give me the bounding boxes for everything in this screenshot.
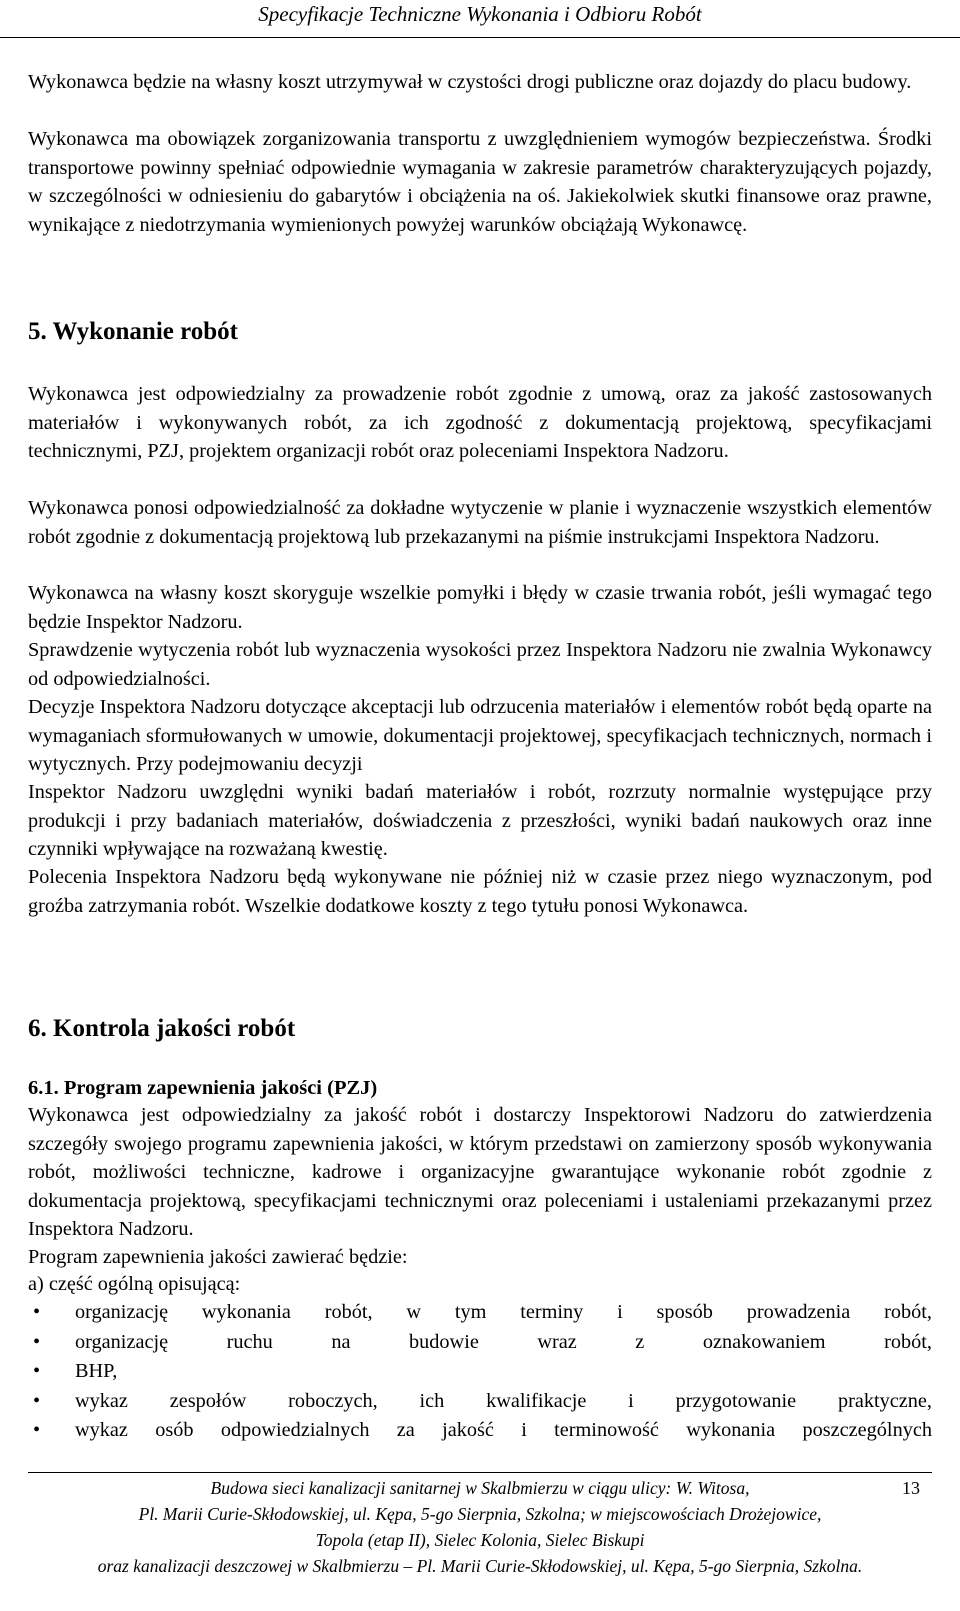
- bullet-icon: •: [33, 1360, 41, 1383]
- section-5-paragraph-4: Sprawdzenie wytyczenia robót lub wyznaczenia wysokości przez Inspektora Nadzoru nie zwalnia Wykonawcy od odpowiedzialności.: [28, 639, 932, 690]
- bullet-icon: •: [33, 1330, 41, 1353]
- section-5-heading: 5. Wykonanie robót: [28, 318, 238, 345]
- bullet-icon: •: [33, 1301, 41, 1323]
- list-item: • BHP,: [28, 1357, 932, 1387]
- page-header: [0, 0, 960, 32]
- section-5-paragraph-6: Inspektor Nadzoru uwzględni wyniki badań materiałów i robót, rozrzuty normalnie występujące przy produkcji i przy badaniach materiałów, doświadczenia z przeszłości, wyniki badań naukowych oraz inne czynniki wpływające na rozważaną kwestię.: [28, 781, 932, 860]
- list-item: • organizację ruchu na budowie wraz z oznakowaniem robót,: [28, 1328, 932, 1358]
- bullet-icon: •: [33, 1419, 41, 1442]
- header-title: Specyfikacje Techniczne Wykonania i Odbioru Robót: [258, 2, 702, 26]
- page-number: 13: [902, 1478, 920, 1498]
- section-6-paragraph-1: Wykonawca jest odpowiedzialny za jakość robót i dostarczy Inspektorowi Nadzoru do zatwierdzenia szczegóły swojego programu zapewnienia jakości, w którym przedstawi on zamierzony sposób wykonywania robót, możliwości techniczne, kadrowe i organizacyjne gwarantujące wykonanie robót zgodnie z dokumentacja projektową, specyfikacjami technicznymi oraz poleceniami i ustaleniami przekazanymi przez Inspektora Nadzoru.: [28, 1104, 932, 1240]
- footer-line-1: Budowa sieci kanalizacji sanitarnej w Skalbmierzu w ciągu ulicy: W. Witosa,: [210, 1478, 750, 1498]
- section-5-paragraph-7: Polecenia Inspektora Nadzoru będą wykonywane nie później niż w czasie przez niego wyznaczonym, pod groźba zatrzymania robót. Wszelkie dodatkowe koszty z tego tytułu ponosi Wykonawca.: [28, 866, 932, 917]
- bullet-list: [28, 1298, 932, 1446]
- section-6-paragraph-3: a) część ogólną opisującą:: [28, 1273, 241, 1295]
- header-divider: [0, 37, 960, 38]
- section-6-paragraph-2: Program zapewnienia jakości zawierać będzie:: [28, 1246, 408, 1268]
- list-item: • organizację wykonania robót, w tym terminy i sposób prowadzenia robót,: [28, 1298, 932, 1328]
- list-item: • wykaz zespołów roboczych, ich kwalifikacje i przygotowanie praktyczne,: [28, 1387, 932, 1417]
- footer-divider: [28, 1472, 932, 1473]
- section-5-paragraph-3: Wykonawca na własny koszt skoryguje wszelkie pomyłki i błędy w czasie trwania robót, jeśli wymagać tego będzie Inspektor Nadzoru.: [28, 582, 932, 633]
- footer-line-2: Pl. Marii Curie-Skłodowskiej, ul. Kępa, 5-go Sierpnia, Szkolna; w miejscowościach Drożejowice,: [138, 1504, 822, 1524]
- footer-line-3: Topola (etap II), Sielec Kolonia, Sielec Biskupi: [315, 1530, 645, 1550]
- section-5-paragraph-1: Wykonawca jest odpowiedzialny za prowadzenie robót zgodnie z umową, oraz za jakość zastosowanych materiałów i wykonywanych robót, za ich zgodność z dokumentacją projektową, specyfikacjami technicznymi, PZJ, projektem organizacji robót oraz poleceniami Inspektora Nadzoru.: [28, 383, 932, 462]
- intro-paragraph-2: Wykonawca ma obowiązek zorganizowania transportu z uwzględnieniem wymogów bezpieczeństwa. Środki transportowe powinny spełniać odpowiednie wymagania w zakresie parametrów charakteryzujących pojazdy, w szczególności w odniesieniu do gabarytów i obciążenia na oś. Jakiekolwiek skutki finansowe oraz prawne, wynikające z niedotrzymania wymienionych powyżej warunków obciążają Wykonawcę.: [28, 128, 932, 236]
- section-6-1-heading: 6.1. Program zapewnienia jakości (PZJ): [28, 1077, 378, 1099]
- list-item: • wykaz osób odpowiedzialnych za jakość i terminowość wykonania poszczególnych: [28, 1416, 932, 1446]
- section-6-heading: 6. Kontrola jakości robót: [28, 1015, 296, 1042]
- footer-line-4: oraz kanalizacji deszczowej w Skalbmierzu – Pl. Marii Curie-Skłodowskiej, ul. Kępa, 5-go Sierpnia, Szkolna.: [97, 1556, 863, 1576]
- bullet-icon: •: [33, 1389, 41, 1412]
- section-5-paragraph-2: Wykonawca ponosi odpowiedzialność za dokładne wytyczenie w planie i wyznaczenie wszystkich elementów robót zgodnie z dokumentacją projektową lub przekazanymi na piśmie instrukcjami Inspektora Nadzoru.: [28, 497, 932, 548]
- section-5-paragraph-5: Decyzje Inspektora Nadzoru dotyczące akceptacji lub odrzucenia materiałów i elementów robót będą oparte na wymaganiach sformułowanych w umowie, dokumentacji projektowej, specyfikacjach technicznych, normach i wytycznych. Przy podejmowaniu decyzji: [28, 696, 932, 775]
- intro-paragraph-1: Wykonawca będzie na własny koszt utrzymywał w czystości drogi publiczne oraz dojazdy do placu budowy.: [28, 71, 912, 93]
